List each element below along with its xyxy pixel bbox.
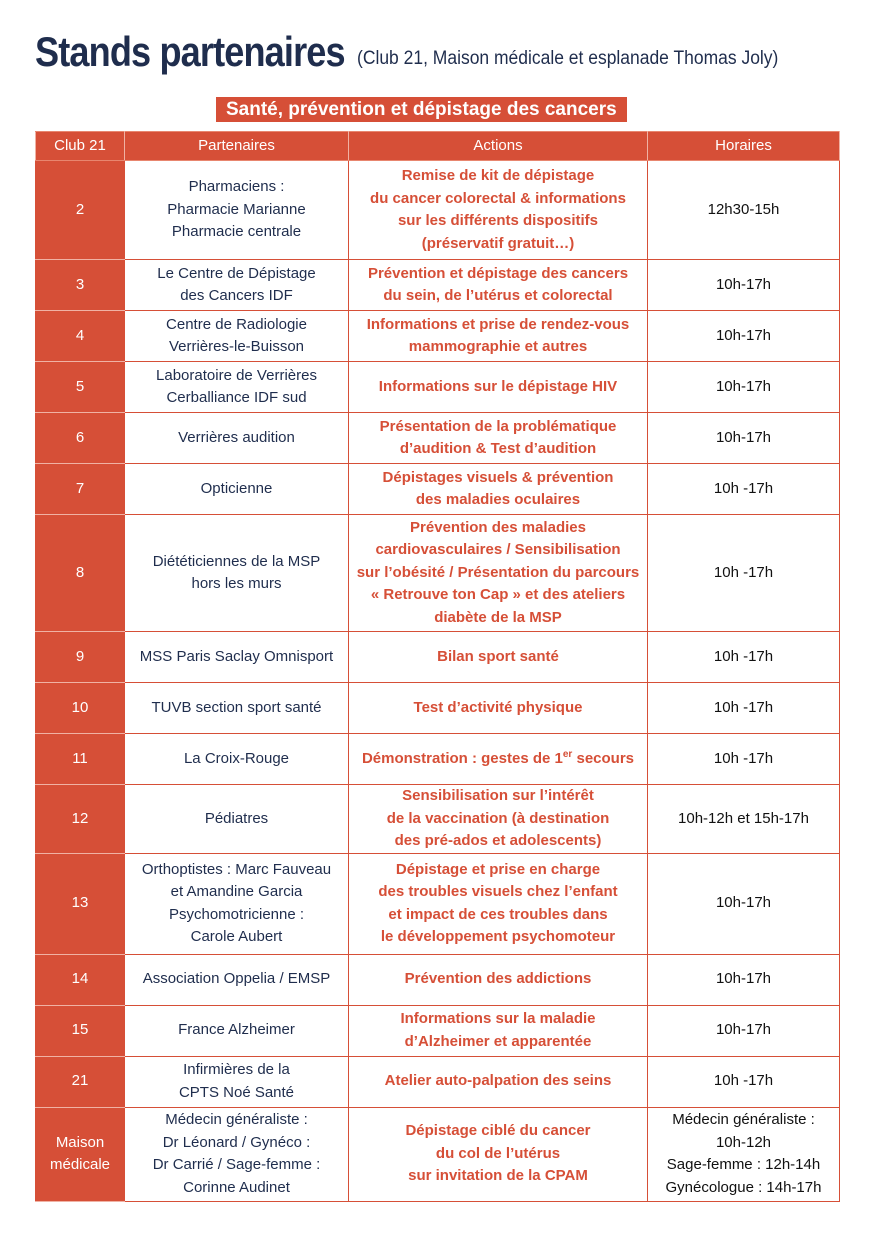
- schedule-line: 10h-17h: [715, 970, 772, 988]
- partner-line: MSS Paris Saclay Omnisport: [139, 647, 334, 665]
- table-row: [36, 1107, 840, 1201]
- actions-cell: [349, 1056, 648, 1107]
- partner-line: Pédiatres: [204, 809, 269, 827]
- action-line: diabète de la MSP: [434, 608, 562, 626]
- column-header-actions: Actions: [349, 132, 648, 161]
- action-line: Prévention des addictions: [404, 970, 592, 988]
- club-number: 7: [36, 464, 125, 515]
- club-number: 13: [36, 853, 125, 954]
- partenaires-cell: [125, 1107, 349, 1201]
- action-text: Démonstration : gestes de 1: [361, 749, 563, 767]
- action-line: (préservatif gratuit…): [421, 234, 575, 252]
- action-line: Présentation de la problématique: [379, 417, 617, 435]
- page-title: Stands partenaires: [35, 28, 345, 75]
- page-title-block: [35, 28, 779, 76]
- partner-line: Infirmières de la: [183, 1061, 290, 1078]
- partner-line: Médecin généraliste :: [165, 1111, 308, 1128]
- schedule-line: 10h -17h: [713, 479, 774, 497]
- partenaires-cell: [125, 734, 349, 785]
- partner-line: Diététiciennes de la MSP: [152, 552, 321, 570]
- partner-line: Centre de Radiologie: [166, 315, 307, 333]
- action-line: d’Alzheimer et apparentée: [404, 1032, 592, 1050]
- schedule-line: 10h -17h: [713, 647, 774, 665]
- partenaires-cell: [125, 1005, 349, 1056]
- schedule-line: 10h-17h: [715, 428, 772, 446]
- schedule-line: 10h -17h: [713, 563, 774, 581]
- schedule-line: 10h -17h: [713, 749, 774, 767]
- schedule-line: 10h-17h: [715, 377, 772, 395]
- schedule-line: 10h-17h: [715, 326, 772, 344]
- partenaires-cell: [125, 954, 349, 1005]
- schedule-line: 10h -17h: [713, 1072, 774, 1090]
- schedule-line: Gynécologue : 14h-17h: [665, 1178, 822, 1196]
- horaires-cell: [648, 1005, 840, 1056]
- partners-table: [35, 131, 840, 1202]
- partenaires-cell: [125, 1056, 349, 1107]
- partner-line: Dr Carrié / Sage-femme :: [152, 1156, 321, 1173]
- action-line: d’audition & Test d’audition: [399, 440, 597, 457]
- action-line: des maladies oculaires: [415, 491, 581, 508]
- club-number: 6: [36, 413, 125, 464]
- action-line: mammographie et autres: [408, 338, 588, 355]
- partenaires-cell: [125, 683, 349, 734]
- column-header-horaires: Horaires: [648, 132, 840, 161]
- partner-line: Dr Léonard / Gynéco :: [162, 1133, 311, 1151]
- horaires-cell: [648, 1056, 840, 1107]
- action-superscript: er: [562, 748, 573, 760]
- table-row: [36, 853, 840, 954]
- table-row: [36, 260, 840, 311]
- actions-cell: [349, 853, 648, 954]
- partner-line: Le Centre de Dépistage: [157, 264, 316, 282]
- partner-line: TUVB section sport santé: [151, 698, 322, 716]
- schedule-line: 10h-12h et 15h-17h: [678, 809, 809, 827]
- actions-cell: [349, 413, 648, 464]
- schedule-line: 10h -17h: [713, 698, 774, 716]
- actions-cell: [349, 954, 648, 1005]
- schedule-line: 10h-17h: [715, 1021, 772, 1039]
- action-line: Bilan sport santé: [437, 647, 559, 665]
- action-line: Prévention des maladies: [410, 518, 586, 536]
- actions-cell: [349, 515, 648, 632]
- actions-cell: [349, 464, 648, 515]
- partner-line: Psychomotricienne :: [168, 905, 305, 923]
- horaires-cell: [648, 515, 840, 632]
- club-number: 14: [36, 954, 125, 1005]
- action-line: et impact de ces troubles dans: [388, 905, 608, 923]
- partner-line: Laboratoire de Verrières: [156, 366, 317, 384]
- partner-line: Cerballiance IDF sud: [166, 389, 307, 406]
- action-line: Test d’activité physique: [413, 698, 583, 716]
- section-banner: Santé, prévention et dépistage des cancers: [216, 97, 627, 122]
- action-line: « Retrouve ton Cap » et des ateliers: [370, 586, 626, 604]
- action-line: Atelier auto-palpation des seins: [384, 1072, 612, 1090]
- partenaires-cell: [125, 311, 349, 362]
- club-number: 8: [36, 515, 125, 632]
- action-line: le développement psychomoteur: [380, 928, 616, 945]
- action-line: Remise de kit de dépistage: [401, 167, 595, 184]
- table-header-row: [36, 132, 840, 161]
- action-line: cardiovasculaires / Sensibilisation: [375, 541, 621, 559]
- club-number-line: Maison: [55, 1133, 105, 1151]
- schedule-line: 12h30-15h: [707, 200, 780, 218]
- action-line: Sensibilisation sur l’intérêt: [402, 787, 594, 804]
- partner-line: Pharmacie centrale: [171, 223, 302, 241]
- actions-cell: [349, 1107, 648, 1201]
- partner-line: France Alzheimer: [178, 1021, 295, 1039]
- partner-line: et Amandine Garcia: [170, 883, 303, 900]
- partner-line: des Cancers IDF: [180, 287, 293, 304]
- action-line: des pré-ados et adolescents): [394, 832, 602, 849]
- action-line: Dépistage ciblé du cancer: [405, 1122, 591, 1140]
- partner-line: CPTS Noé Santé: [178, 1083, 295, 1101]
- partenaires-cell: [125, 464, 349, 515]
- table-row: [36, 954, 840, 1005]
- table-row: [36, 1005, 840, 1056]
- horaires-cell: [648, 632, 840, 683]
- table-row: [36, 785, 840, 854]
- schedule-line: 10h-12h: [715, 1133, 772, 1151]
- table-row: [36, 311, 840, 362]
- partenaires-cell: [125, 362, 349, 413]
- partenaires-cell: [125, 632, 349, 683]
- partner-line: Verrières-le-Buisson: [168, 338, 305, 355]
- partenaires-cell: [125, 413, 349, 464]
- club-number: 12: [36, 785, 125, 854]
- action-line: Dépistage et prise en charge: [395, 860, 601, 878]
- table-row: [36, 161, 840, 260]
- actions-cell: [349, 632, 648, 683]
- horaires-cell: [648, 954, 840, 1005]
- partenaires-cell: [125, 785, 349, 854]
- action-line: des troubles visuels chez l’enfant: [378, 883, 618, 900]
- actions-cell: [349, 683, 648, 734]
- actions-cell: [349, 161, 648, 260]
- schedule-line: 10h-17h: [715, 275, 772, 293]
- horaires-cell: [648, 853, 840, 954]
- action-line: Prévention et dépistage des cancers: [367, 264, 629, 282]
- club-number: 9: [36, 632, 125, 683]
- horaires-cell: [648, 311, 840, 362]
- actions-cell: [349, 362, 648, 413]
- club-number: [36, 1107, 125, 1201]
- action-text: secours: [572, 749, 635, 767]
- actions-cell: [349, 734, 648, 785]
- horaires-cell: [648, 362, 840, 413]
- table-row: [36, 362, 840, 413]
- horaires-cell: [648, 1107, 840, 1201]
- column-header-club: Club 21: [36, 132, 125, 161]
- partner-line: Pharmacie Marianne: [167, 200, 306, 218]
- partner-line: Pharmaciens :: [188, 178, 285, 196]
- action-line: Dépistages visuels & prévention: [382, 468, 614, 486]
- partner-line: hors les murs: [191, 575, 282, 592]
- actions-cell: [349, 1005, 648, 1056]
- table-row: [36, 515, 840, 632]
- club-number: 11: [36, 734, 125, 785]
- table-row: [36, 1056, 840, 1107]
- table-row: [36, 683, 840, 734]
- club-number: 21: [36, 1056, 125, 1107]
- club-number: 10: [36, 683, 125, 734]
- schedule-line: Sage-femme : 12h-14h: [666, 1156, 821, 1173]
- horaires-cell: [648, 734, 840, 785]
- partner-line: Corinne Audinet: [183, 1178, 290, 1196]
- horaires-cell: [648, 260, 840, 311]
- partenaires-cell: [125, 161, 349, 260]
- column-header-partenaires: Partenaires: [125, 132, 349, 161]
- club-number: 15: [36, 1005, 125, 1056]
- partenaires-cell: [125, 515, 349, 632]
- action-line: du sein, de l’utérus et colorectal: [383, 287, 613, 304]
- schedule-line: 10h-17h: [715, 894, 772, 912]
- action-line: de la vaccination (à destination: [386, 809, 610, 827]
- action-line: sur invitation de la CPAM: [408, 1167, 588, 1185]
- action-line: sur l’obésité / Présentation du parcours: [356, 563, 640, 581]
- partenaires-cell: [125, 853, 349, 954]
- actions-cell: [349, 260, 648, 311]
- club-number: 5: [36, 362, 125, 413]
- actions-cell: [349, 785, 648, 854]
- horaires-cell: [648, 413, 840, 464]
- club-number: 2: [36, 161, 125, 260]
- table-row: [36, 464, 840, 515]
- horaires-cell: [648, 161, 840, 260]
- horaires-cell: [648, 785, 840, 854]
- actions-cell: [349, 311, 648, 362]
- partner-line: La Croix-Rouge: [183, 749, 290, 767]
- partner-line: Orthoptistes : Marc Fauveau: [141, 860, 332, 878]
- table-row: [36, 632, 840, 683]
- action-line: Informations sur la maladie: [400, 1010, 596, 1027]
- partenaires-cell: [125, 260, 349, 311]
- page-subtitle: (Club 21, Maison médicale et esplanade Thomas Joly): [357, 48, 779, 69]
- action-line: sur les différents dispositifs: [397, 212, 599, 229]
- partner-line: Verrières audition: [178, 428, 295, 446]
- action-line: Informations et prise de rendez-vous: [366, 315, 630, 333]
- action-line: Informations sur le dépistage HIV: [378, 377, 618, 395]
- partner-line: Association Oppelia / EMSP: [142, 970, 331, 988]
- partner-line: Carole Aubert: [190, 928, 283, 945]
- club-number-line: médicale: [49, 1156, 111, 1173]
- schedule-line: Médecin généraliste :: [672, 1111, 815, 1128]
- table-row: [36, 734, 840, 785]
- action-line: du cancer colorectal & informations: [370, 189, 626, 207]
- table-row: [36, 413, 840, 464]
- club-number: 4: [36, 311, 125, 362]
- partner-line: Opticienne: [200, 479, 273, 497]
- action-line: du col de l’utérus: [435, 1144, 561, 1162]
- action-line: [355, 748, 641, 771]
- horaires-cell: [648, 683, 840, 734]
- club-number: 3: [36, 260, 125, 311]
- horaires-cell: [648, 464, 840, 515]
